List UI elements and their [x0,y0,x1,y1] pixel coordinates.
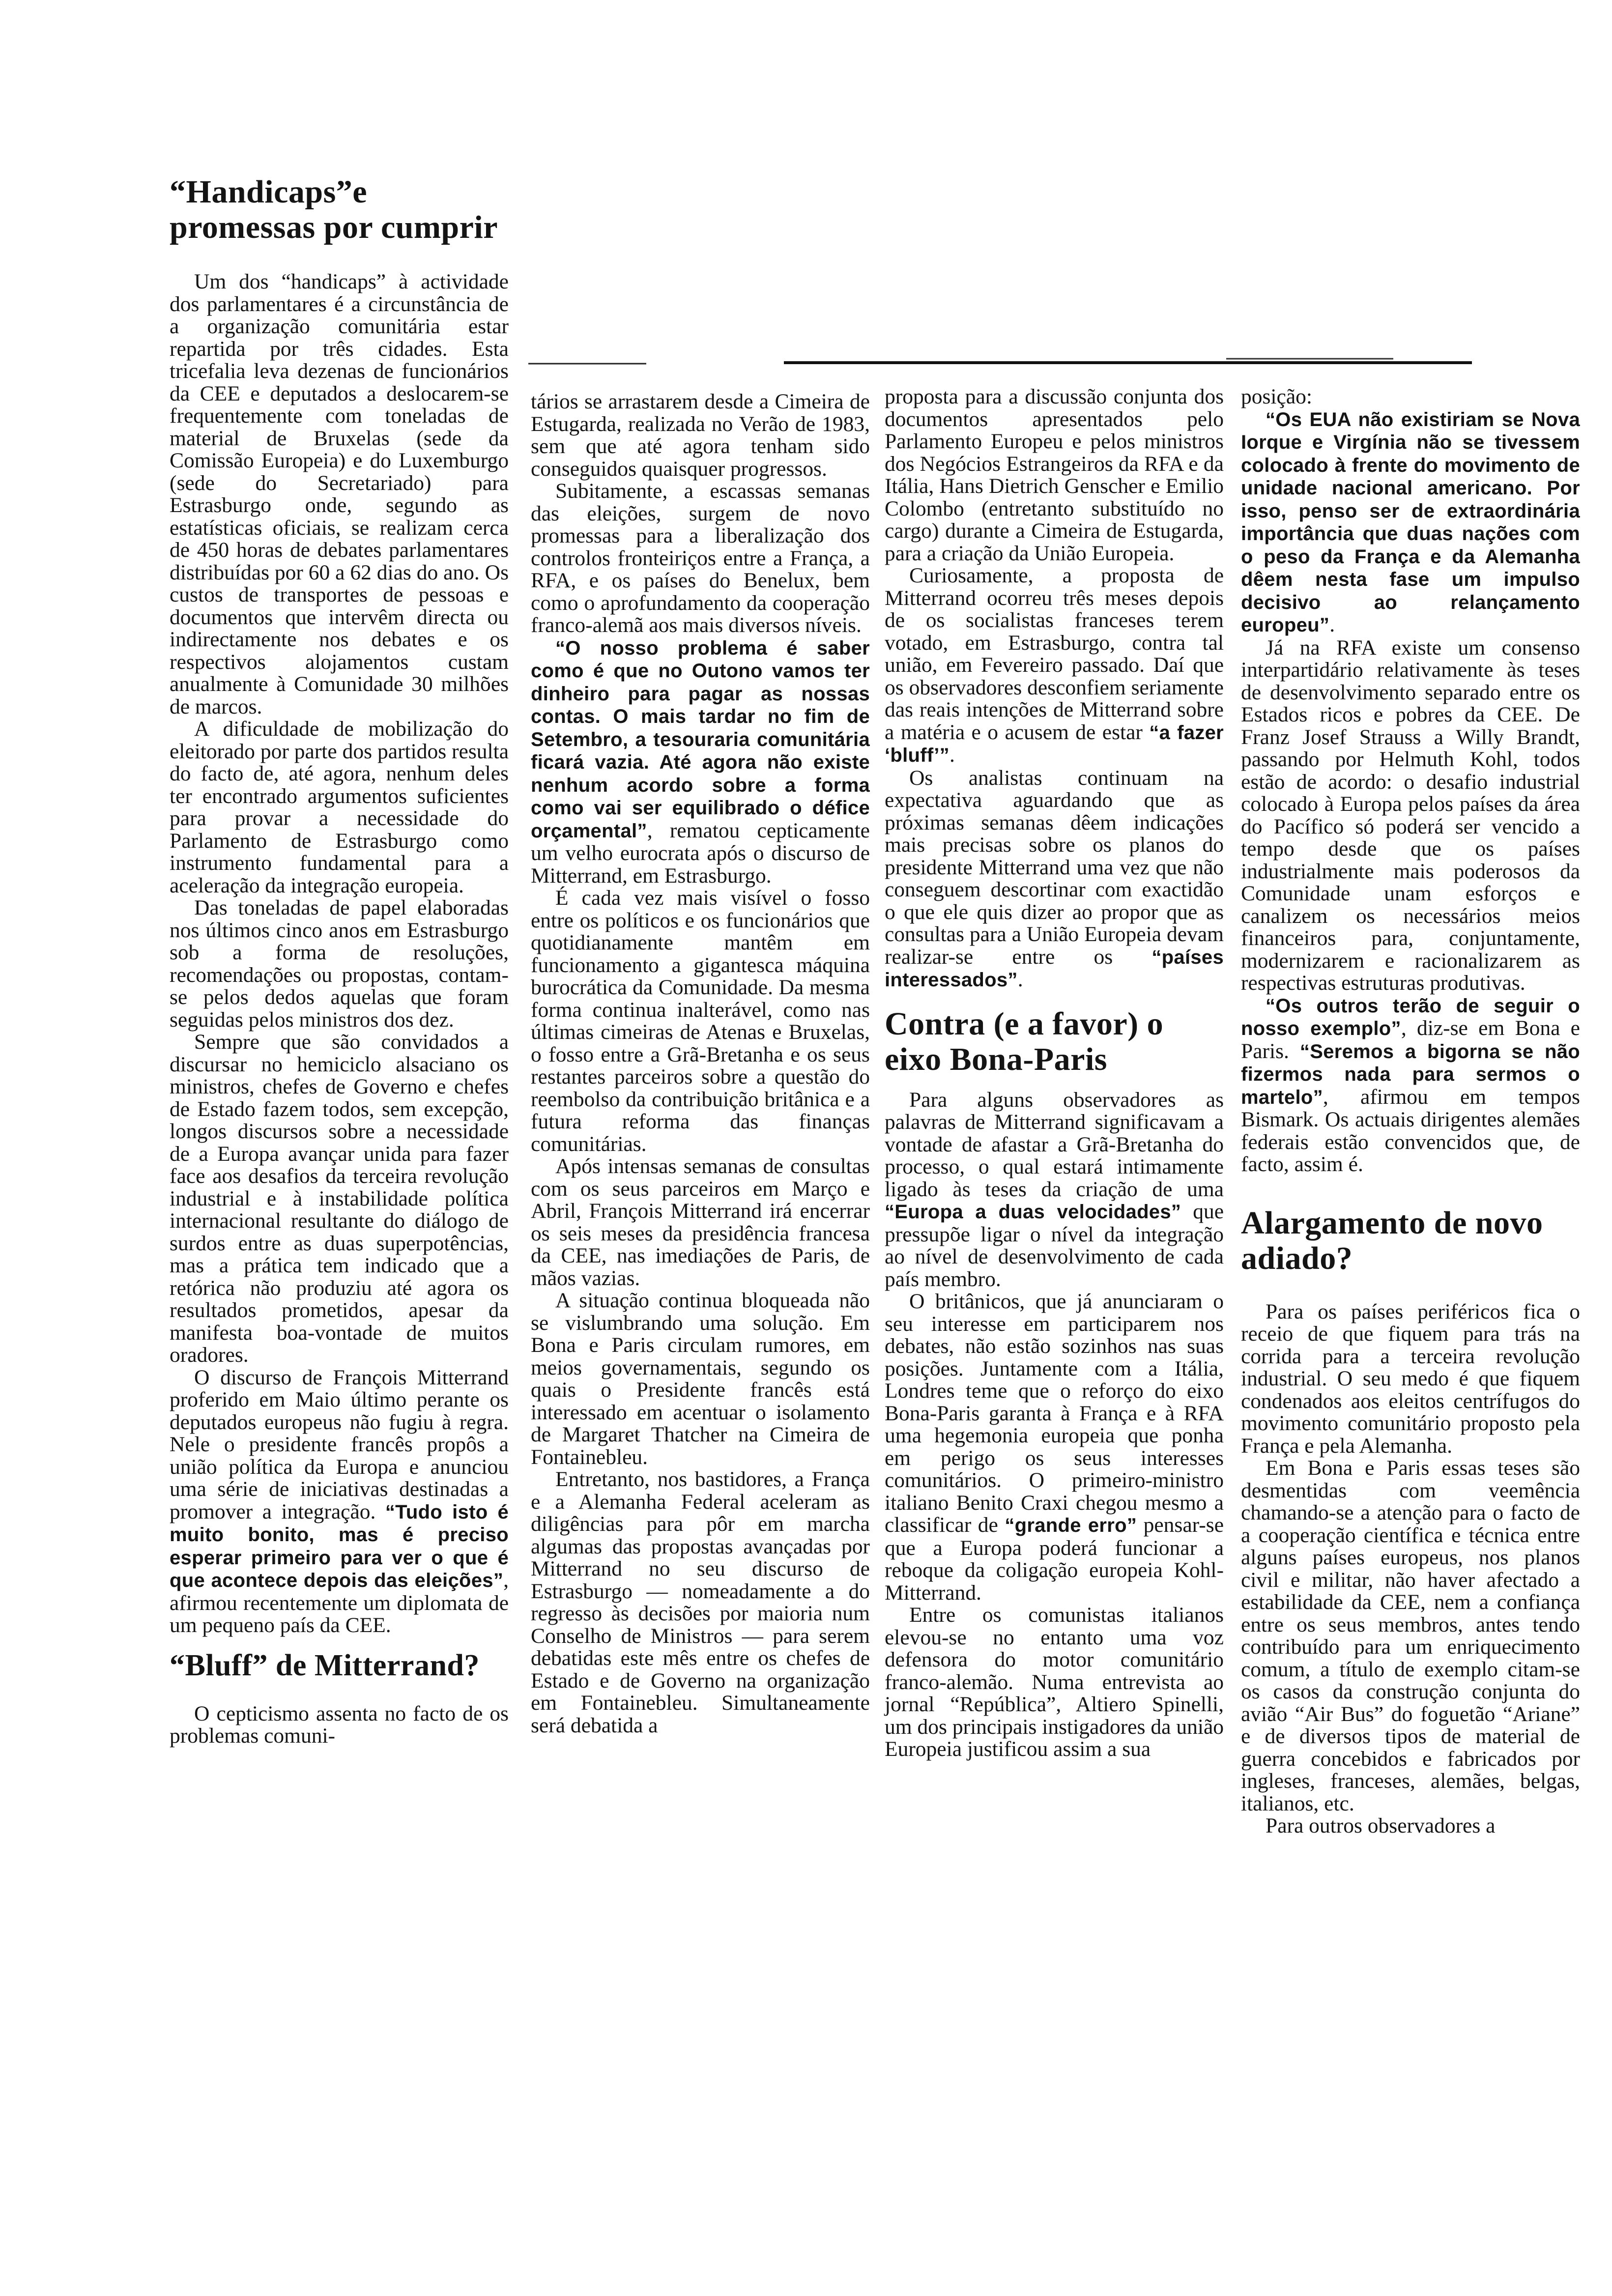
paragraph [885,1089,1224,1291]
paragraph-text: , diz-se em Bona e Paris. [1241,1016,1580,1063]
bold-quote: “Seremos a bigorna se não fizermos nada para sermos o martelo” [1241,1040,1581,1108]
article-column-2 [531,391,870,1737]
paragraph: Em Bona e Paris essas teses são desmentidas com veemência chamando-se a atenção para o facto de a cooperação científica e técnica entre alguns países europeus, nos planos civil e militar, não haver afectado a estabilidade da CEE, nem a confiança entre os seus membros, antes tendo contribuído para um enriquecimento comum, a título de exemplo citam-se os casos da construção conjunta do avião “Air Bus” do foguetão “Ariane” e de diversos tipos de material de guerra concebidos e fabricados por ingleses, franceses, alemães, belgas, italianos, etc. [1241,1456,1580,1815]
paragraph [1241,408,1580,637]
paragraph-text: . [1329,613,1335,636]
section-heading-contra: Contra (e a favor) o eixo Bona-Paris [885,1005,1164,1077]
section-heading-handicaps: “Handicaps”e promessas por cumprir [170,174,498,245]
paragraph: Um dos “handicaps” à actividade dos parlamentares é a circunstância de a organização comunitária estar repartida por três cidades. Esta tricefalia leva dezenas de funcionários da CEE e deputados a deslocarem-se frequentemente com toneladas de material de Bruxelas (sede da Comissão Europeia) e do Luxemburgo (sede do Secretariado) para Estrasburgo onde, segundo as estatísticas oficiais, se realizam cerca de 450 horas de debates parlamentares distribuídas por 60 a 62 dias do ano. Os custos de transportes de pessoas e documentos que intervêm directa ou indirectamente nos debates e os respectivos alojamentos custam anualmente à Comunidade 30 milhões de marcos. [170,270,509,718]
paragraph: A dificuldade de mobilização do eleitorado por parte dos partidos resulta do facto de, até agora, nenhum deles ter encontrado argumentos suficientes para provar a necessidade do Parlamento de Estrasburgo como instrumento fundamental para a aceleração da integração europeia. [170,717,509,897]
paragraph-text: . [949,743,955,767]
bold-quote: “países interessados” [885,946,1224,991]
bold-quote: “a fazer ‘bluff’” [885,721,1224,766]
paragraph: Das toneladas de papel elaboradas nos últimos cinco anos em Estrasburgo sob a forma de resoluções, recomendações ou propostas, contam-se pelos dedos aquelas que foram seguidas pelos ministros dos dez. [170,896,509,1032]
paragraph-text: , afirmou em tempos Bismark. Os actuais dirigentes alemães federais estão convencidos que, de facto, assim é. [1241,1085,1580,1176]
paragraph-text: , rematou cepticamente um velho eurocrata após o discurso de Mitterrand, em Estrasburgo. [531,818,870,888]
paragraph-text: , afirmou recentemente um diplomata de um pequeno país da CEE. [170,1568,509,1637]
paragraph-text: O discurso de François Mitterrand proferido em Maio último perante os deputados europeus não fugiu à regra. Nele o presidente francês propôs a união política da Europa e anunciou uma série de iniciativas destinadas a promover a integração. [170,1365,509,1523]
paragraph: Já na RFA existe um consenso interpartidário relativamente às teses de desenvolvimento separado entre os Estados ricos e pobres da CEE. De Franz Josef Strauss a Willy Brandt, passando por Helmuth Kohl, todos estão de acordo: o desafio industrial colocado à Europa pelos países da área do Pacífico só poderá ser vencido a tempo desde que os países industrialmente mais poderosos da Comunidade unam esforços e canalizem os necessários meios financeiros para, conjuntamente, modernizarem e racionalizarem as respectivas estruturas produtivas. [1241,635,1580,995]
article-column-1 [170,174,509,1748]
paragraph: Subitamente, a escassas semanas das eleições, surgem de novo promessas para a liberalização dos controlos fronteiriços entre a França, a RFA, e os países do Benelux, bem como o aprofundamento da cooperação franco-alemã aos mais diversos níveis. [531,479,870,637]
paragraph: Entretanto, nos bastidores, a França e a Alemanha Federal aceleram as diligências para pôr em marcha algumas das propostas avançadas por Mitterrand no seu discurso de Estrasburgo — nomeadamente a do regresso às decisões por maioria num Conselho de Ministros — para serem debatidas este mês entre os chefes de Estado e de Governo na organização em Fontainebleu. Simultaneamente será debatida a [531,1467,870,1737]
paragraph: Para outros observadores a [1266,1814,1496,1837]
paragraph: posição: [1241,385,1312,408]
paragraph-text: Para alguns observadores as palavras de Mitterrand significavam a vontade de afastar a Grã-Bretanha do processo, o qual estará intimamente ligado às teses da criação de uma [885,1088,1224,1201]
paragraph: Após intensas semanas de consultas com os seus parceiros em Março e Abril, François Mitterrand irá encerrar os seis meses da presidência francesa da CEE, nas imediações de Paris, de mãos vazias. [531,1154,870,1290]
paragraph: A situação continua bloqueada não se vislumbrando uma solução. Em Bona e Paris circulam rumores, em meios governamentais, segundo os quais o Presidente francês está interessado em acentuar o isolamento de Margaret Thatcher na Cimeira de Fontainebleu. [531,1289,870,1469]
paragraph [170,1367,509,1637]
paragraph-text: Os analistas continuam na expectativa aguardando que as próximas semanas dêem indicações mais precisas sobre os planos do presidente Mitterrand uma vez que não conseguem descortinar com exactidão o que ele quis dizer ao propor que as consultas para a União Europeia devam realizar-se entre os [885,766,1224,969]
paragraph [885,565,1224,767]
paragraph-text: pensar-se que a Europa poderá funcionar a reboque da coligação europeia Kohl-Mitterrand. [885,1513,1224,1605]
paragraph [885,1291,1224,1604]
paragraph: É cada vez mais visível o fosso entre os políticos e os funcionários que quotidianamente mantêm em funcionamento a gigantesca máquina burocrática da Comunidade. Da mesma forma continua inalterável, como nas últimas cimeiras de Atenas e Bruxelas, o fosso entre a Grã-Bretanha e os seus restantes parceiros sobre a questão do reembolso da contribuição britânica e a futura reforma das finanças comunitárias. [531,886,870,1156]
paragraph: Para os países periféricos fica o receio de que fiquem para trás na corrida para a terceira revolução industrial. O seu medo é que fiquem condenados aos eleitos centrífugos do movimento comunitário proposto pela França e pela Alemanha. [1241,1299,1580,1458]
paragraph: Entre os comunistas italianos elevou-se no entanto uma voz defensora do motor comunitário franco-alemão. Numa entrevista ao jornal “República”, Altiero Spinelli, um dos principais instigadores da união Europeia justificou assim a sua [885,1603,1224,1761]
paragraph-text: . [1017,968,1023,991]
paragraph: Sempre que são convidados a discursar no hemiciclo alsaciano os ministros, chefes de Governo e chefes de Estado fazem todos, sem excepção, longos discursos sobre a necessidade de a Europa avançar unida para fazer face aos desafios da terceira revolução industrial e à instabilidade política internacional resultante do diálogo de surdos entre as duas superpotências, mas a prática tem indicado que a retórica não produziu até agora os resultados prometidos, apesar da manifesta boa-vontade de muitos oradores. [170,1030,509,1367]
column-rule [528,358,1472,368]
paragraph-text: que pressupõe ligar o nível da integração ao nível de desenvolvimento de cada país membro. [885,1200,1224,1291]
paragraph-text: Curiosamente, a proposta de Mitterrand ocorreu três meses depois de os socialistas franceses terem votado, em Estrasburgo, contra tal união, em Fevereiro passado. Daí que os observadores desconfiem seriamente das reais intenções de Mitterrand sobre a matéria e o acusem de estar [885,564,1224,744]
paragraph: O cepticismo assenta no facto de os problemas comuni- [170,1701,509,1748]
paragraph [531,637,870,888]
article-column-3 [885,386,1224,1761]
paragraph [885,767,1224,992]
bold-quote: “Tudo isto é muito bonito, mas é preciso esperar primeiro para ver o que é que acontece depois das eleições” [170,1501,509,1591]
paragraph: tários se arrastarem desde a Cimeira de Estugarda, realizada no Verão de 1983, sem que até agora tenham sido conseguidos quaisquer progressos. [531,390,870,481]
section-heading-bluff: “Bluff” de Mitterrand? [170,1648,480,1682]
bold-quote: “Europa a duas velocidades” [885,1201,1181,1223]
paragraph [1241,995,1580,1176]
section-heading-alargamento: Alargamento de novo adiado? [1241,1205,1543,1276]
bold-quote: “grande erro” [1005,1515,1137,1536]
bold-quote: “O nosso problema é saber como é que no Outono vamos ter dinheiro para pagar as nossas contas. O mais tardar no fim de Setembro, a tesouraria comunitária ficará vazia. Até agora não existe nenhum acordo sobre a forma como vai ser equilibrado o défice orçamental” [531,637,870,842]
article-column-4 [1241,386,1580,1837]
paragraph: proposta para a discussão conjunta dos documentos apresentados pelo Parlamento Europeu e pelos ministros dos Negócios Estrangeiros da RFA e da Itália, Hans Dietrich Genscher e Emilio Colombo (entretanto substituído no cargo) durante a Cimeira de Estugarda, para a criação da União Europeia. [885,385,1224,565]
bold-quote: “Os outros terão de seguir o nosso exemplo” [1241,995,1580,1039]
bold-quote: “Os EUA não existiriam se Nova Iorque e Virgínia não se tivessem colocado à frente do movimento de unidade nacional americano. Por isso, penso ser de extraordinária importância que duas nações com o peso da França e da Alemanha dêem nesta fase um impulso decisivo ao relançamento europeu” [1241,408,1580,636]
paragraph-text: O britânicos, que já anunciaram o seu interesse em participarem nos debates, não estão sozinhos nas suas posições. Juntamente com a Itália, Londres teme que o reforço do eixo Bona-Paris garanta à França e à RFA uma hegemonia europeia que ponha em perigo os seus interesses comunitários. O primeiro-ministro italiano Benito Craxi chegou mesmo a classificar de [885,1290,1224,1537]
